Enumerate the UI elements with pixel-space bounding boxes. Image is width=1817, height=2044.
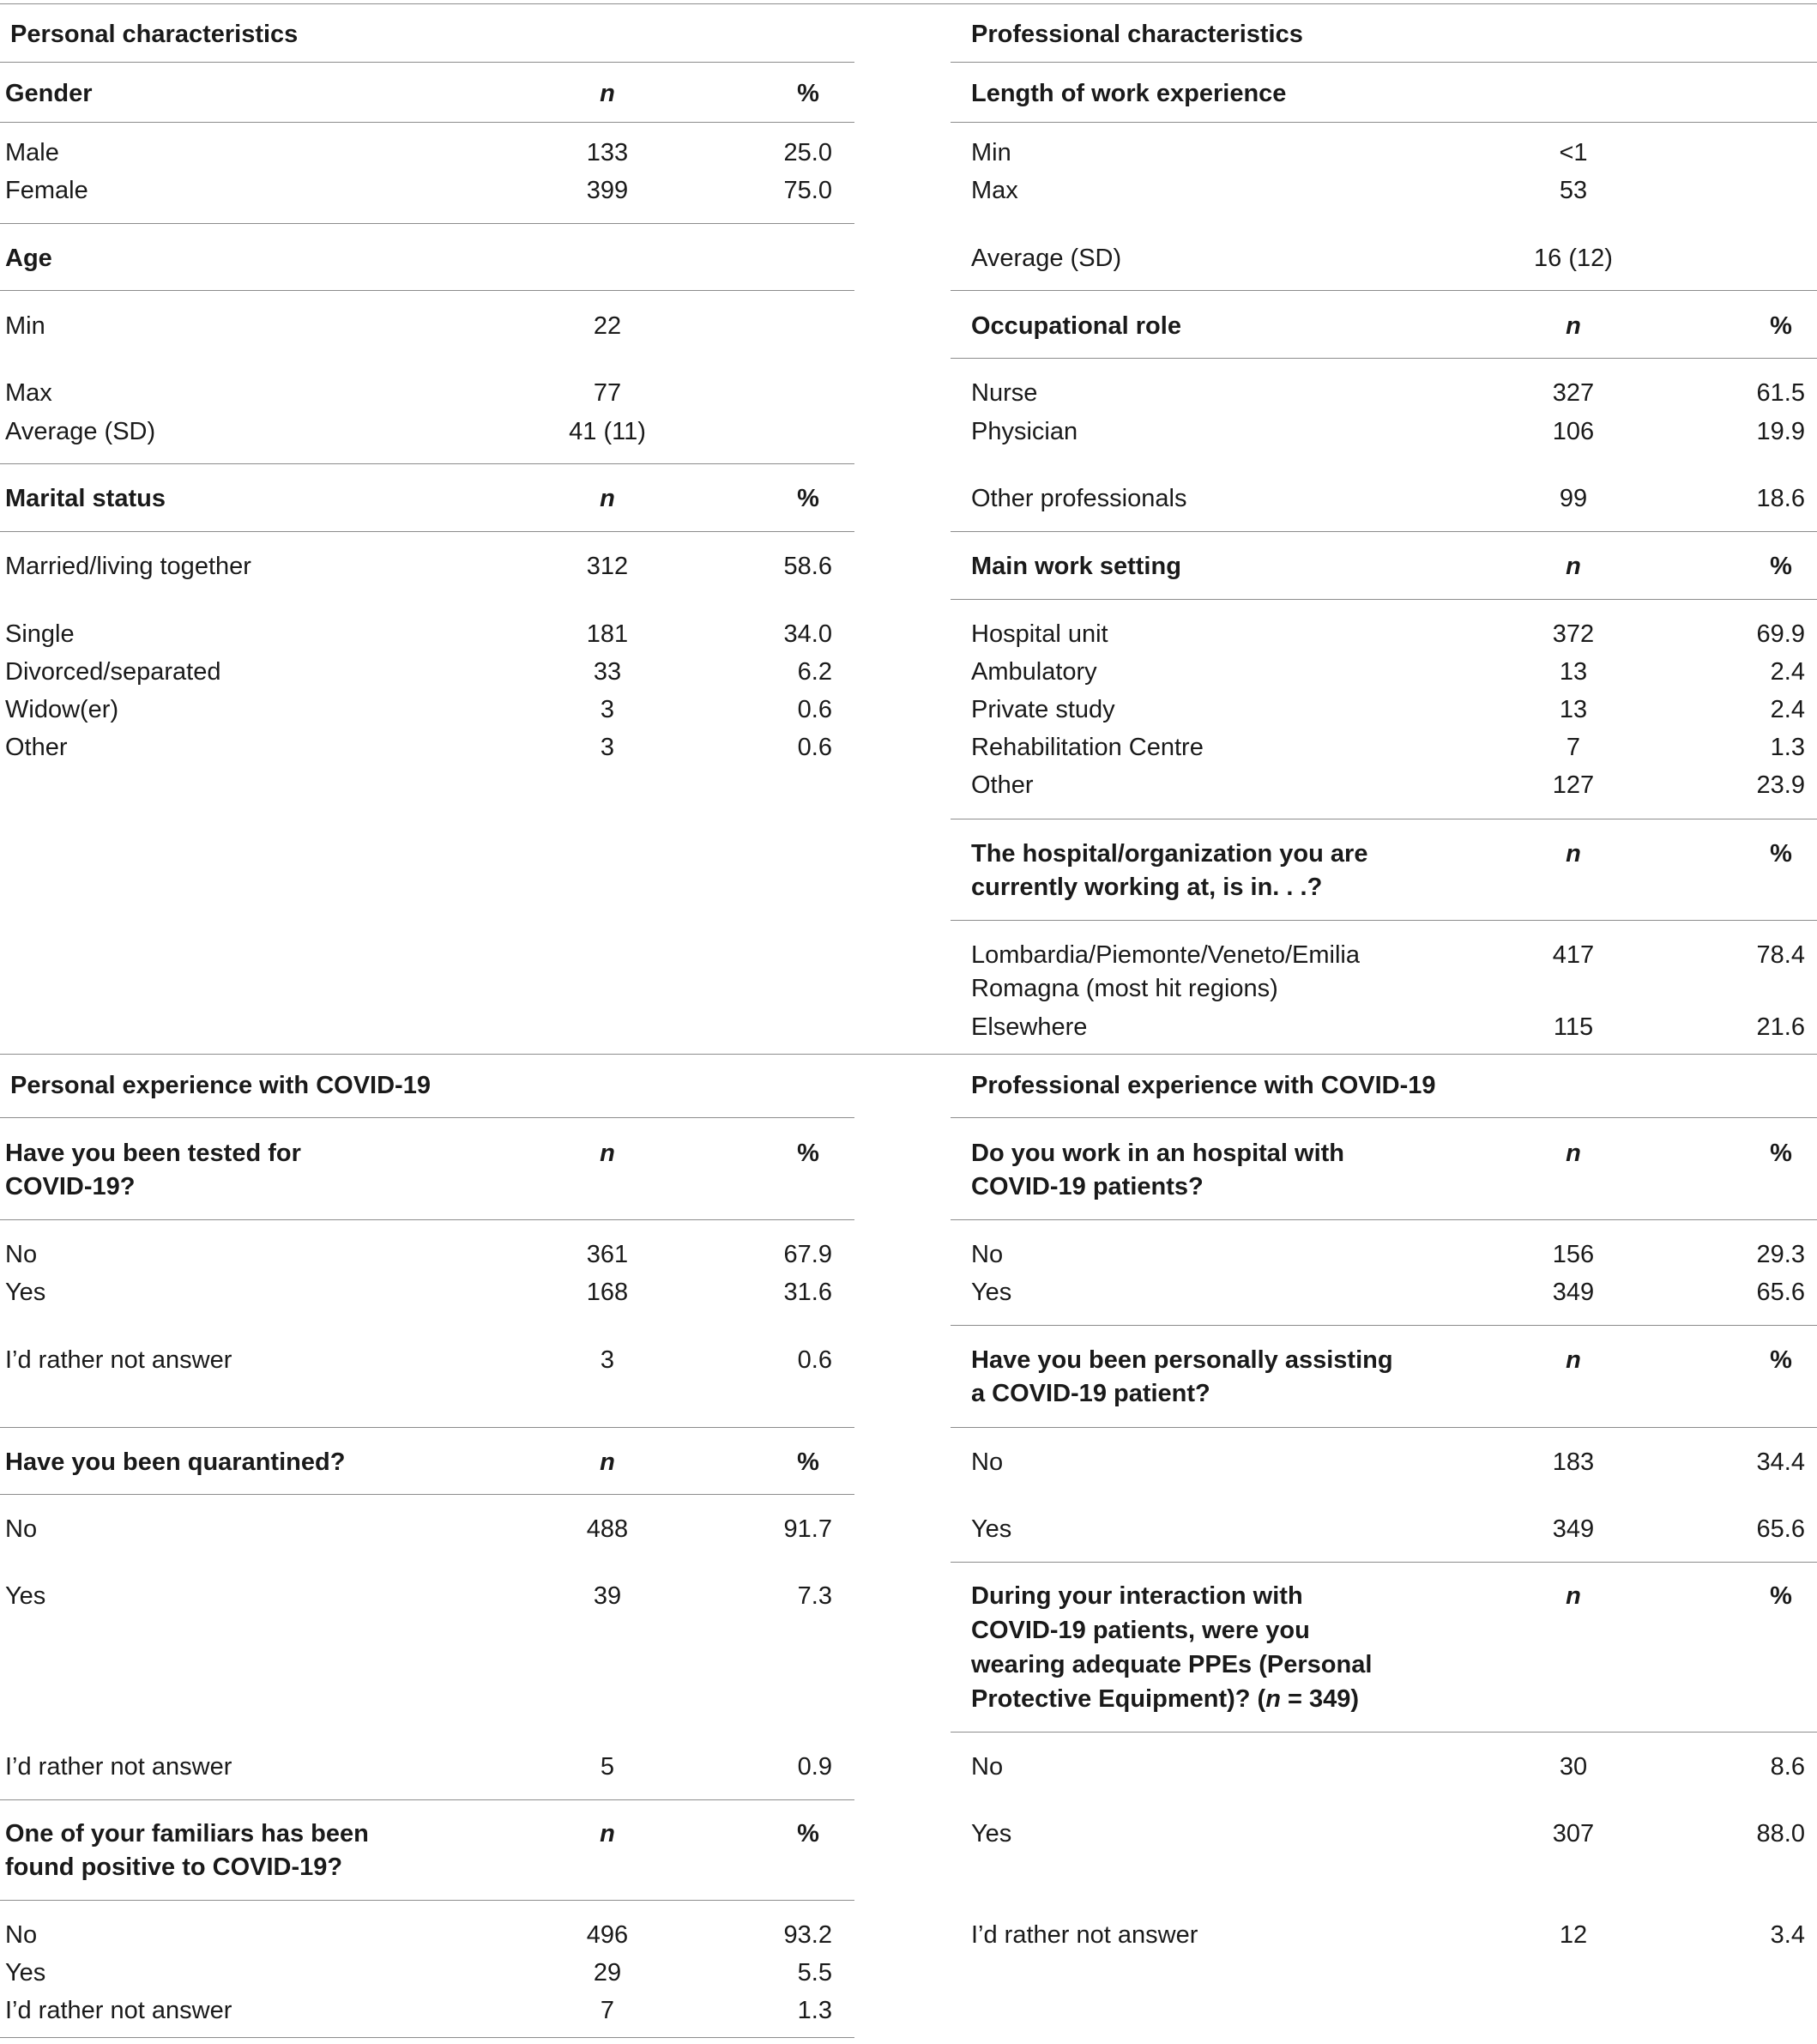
role-pct-header: % bbox=[1770, 312, 1792, 340]
table-row-pct: 88.0 bbox=[1756, 1820, 1805, 1847]
rule-quarantined-end bbox=[0, 1799, 854, 1800]
ppe-heading-line2: COVID-19 patients, were you bbox=[971, 1617, 1310, 1644]
table-row-label: Married/living together bbox=[5, 553, 251, 580]
rule-region bbox=[951, 920, 1817, 921]
table-row-pct: 2.4 bbox=[1770, 658, 1805, 686]
rule-top bbox=[0, 3, 1817, 4]
table-row-label: Max bbox=[971, 177, 1018, 204]
table-row-pct: 18.6 bbox=[1756, 485, 1805, 512]
table-row-label: Yes bbox=[971, 1820, 1012, 1847]
table-row-n: 488 bbox=[586, 1515, 629, 1543]
table-row-label: I’d rather not answer bbox=[5, 1753, 232, 1781]
table-row-label: Widow(er) bbox=[5, 696, 119, 723]
rule-tested-end bbox=[0, 1427, 854, 1428]
rule-bottom bbox=[0, 2037, 854, 2038]
rule-marital bbox=[0, 531, 854, 532]
table-row-label: Female bbox=[5, 177, 88, 204]
rule-covid-hospital bbox=[951, 1219, 1817, 1220]
table-row-n: 183 bbox=[1552, 1448, 1595, 1476]
table-row-label: No bbox=[971, 1448, 1004, 1476]
covid-hospital-heading: Do you work in an hospital with bbox=[971, 1140, 1345, 1167]
table-row-pct: 6.2 bbox=[797, 658, 832, 686]
work-exp-heading: Length of work experience bbox=[971, 80, 1287, 107]
rule-gender bbox=[0, 122, 854, 123]
table-row-n: 156 bbox=[1552, 1241, 1595, 1268]
table-row-n: 327 bbox=[1552, 379, 1595, 407]
table-row-label: Yes bbox=[5, 1279, 46, 1306]
ppe-n-header: n bbox=[1566, 1582, 1581, 1610]
covid-hospital-pct-header: % bbox=[1770, 1140, 1792, 1167]
ppe-heading-line4-n: n bbox=[1265, 1685, 1281, 1713]
rule-gender-end bbox=[0, 223, 854, 224]
table-row-pct: 34.0 bbox=[783, 620, 832, 648]
gender-heading: Gender bbox=[5, 80, 93, 107]
familiars-heading: One of your familiars has been bbox=[5, 1820, 369, 1847]
table-row-n: 496 bbox=[586, 1921, 629, 1949]
table-row-pct: 5.5 bbox=[797, 1959, 832, 1987]
table-row-n: 3 bbox=[600, 696, 615, 723]
region-pct-header: % bbox=[1770, 840, 1792, 868]
rule-setting bbox=[951, 599, 1817, 600]
table-row-label: I’d rather not answer bbox=[971, 1921, 1198, 1949]
table-row-n: 29 bbox=[593, 1959, 622, 1987]
rule-right-header-2 bbox=[951, 1117, 1817, 1118]
table-row-pct: 34.4 bbox=[1756, 1448, 1805, 1476]
table-row-pct: 0.6 bbox=[797, 1346, 832, 1374]
table-row-pct: 8.6 bbox=[1770, 1753, 1805, 1781]
table-row-n: 16 (12) bbox=[1534, 245, 1613, 272]
rule-covid-hospital-end bbox=[951, 1325, 1817, 1326]
marital-n-header: n bbox=[600, 485, 615, 512]
table-row-label: Nurse bbox=[971, 379, 1038, 407]
table-row-label: Average (SD) bbox=[971, 245, 1122, 272]
table-row-n: 39 bbox=[593, 1582, 622, 1610]
table-row-pct: 21.6 bbox=[1756, 1013, 1805, 1041]
table-row-label: Single bbox=[5, 620, 75, 648]
marital-heading: Marital status bbox=[5, 485, 166, 512]
table-row-n: 312 bbox=[586, 553, 629, 580]
table-row-label: Divorced/separated bbox=[5, 658, 221, 686]
table-row-label: Max bbox=[5, 379, 52, 407]
table-row-n: 22 bbox=[593, 312, 622, 340]
table-row-pct: 1.3 bbox=[797, 1997, 832, 2024]
role-heading: Occupational role bbox=[971, 312, 1181, 340]
rule-right-header bbox=[951, 62, 1817, 63]
ppe-heading: During your interaction with bbox=[971, 1582, 1303, 1610]
table-row-label: Other bbox=[5, 734, 68, 761]
table-row-label: No bbox=[5, 1241, 38, 1268]
ppe-heading-line4-start: Protective Equipment)? ( bbox=[971, 1685, 1266, 1713]
table-row-label: Elsewhere bbox=[971, 1013, 1088, 1041]
table-row-pct: 61.5 bbox=[1756, 379, 1805, 407]
table-row-label: Yes bbox=[971, 1279, 1012, 1306]
table-row-pct: 0.6 bbox=[797, 734, 832, 761]
rule-left-header-2 bbox=[0, 1117, 854, 1118]
region-heading-line2: currently working at, is in. . .? bbox=[971, 874, 1323, 901]
table-row-pct: 1.3 bbox=[1770, 734, 1805, 761]
table-row-n: 115 bbox=[1553, 1013, 1594, 1041]
setting-heading: Main work setting bbox=[971, 553, 1181, 580]
table-row-pct: 25.0 bbox=[783, 139, 832, 166]
table-row-n: 41 (11) bbox=[569, 418, 646, 445]
rule-work-exp bbox=[951, 122, 1817, 123]
tested-heading-line2: COVID-19? bbox=[5, 1173, 136, 1200]
ppe-heading-line3: wearing adequate PPEs (Personal bbox=[971, 1651, 1373, 1678]
table-row-n: 3 bbox=[600, 1346, 615, 1374]
table-row-pct: 19.9 bbox=[1756, 418, 1805, 445]
setting-n-header: n bbox=[1566, 553, 1581, 580]
table-row-pct: 7.3 bbox=[797, 1582, 832, 1610]
ppe-heading-line4 bbox=[971, 1682, 1359, 1716]
table-row-n: 7 bbox=[600, 1997, 615, 2024]
table-row-pct: 3.4 bbox=[1770, 1921, 1805, 1949]
table-row-pct: 78.4 bbox=[1756, 941, 1805, 969]
table-row-label: Yes bbox=[5, 1959, 46, 1987]
table-row-n: 13 bbox=[1559, 658, 1588, 686]
table-row-label: Ambulatory bbox=[971, 658, 1097, 686]
rule-familiars bbox=[0, 1900, 854, 1901]
table-row-n: 33 bbox=[593, 658, 622, 686]
table-row-label: Min bbox=[5, 312, 45, 340]
table-row-label: Private study bbox=[971, 696, 1115, 723]
rule-role-end bbox=[951, 531, 1817, 532]
table-row-pct: 31.6 bbox=[783, 1279, 832, 1306]
table-row-label: No bbox=[5, 1515, 38, 1543]
tested-pct-header: % bbox=[797, 1140, 819, 1167]
table-row-n: 133 bbox=[586, 139, 629, 166]
familiars-heading-line2: found positive to COVID-19? bbox=[5, 1854, 343, 1881]
table-row-n: 7 bbox=[1566, 734, 1581, 761]
covid-hospital-n-header: n bbox=[1566, 1140, 1581, 1167]
region-n-header: n bbox=[1566, 840, 1581, 868]
setting-pct-header: % bbox=[1770, 553, 1792, 580]
table-row-label: Rehabilitation Centre bbox=[971, 734, 1204, 761]
section-professional-experience: Professional experience with COVID-19 bbox=[971, 1072, 1436, 1099]
rule-role bbox=[951, 358, 1817, 359]
assisting-n-header: n bbox=[1566, 1346, 1581, 1374]
rule-tested bbox=[0, 1219, 854, 1220]
covid-hospital-heading-line2: COVID-19 patients? bbox=[971, 1173, 1204, 1200]
table-row-n: 3 bbox=[600, 734, 615, 761]
table-row-n: 349 bbox=[1552, 1515, 1595, 1543]
section-personal-characteristics: Personal characteristics bbox=[10, 21, 299, 48]
quarantined-pct-header: % bbox=[797, 1448, 819, 1476]
rule-age bbox=[0, 290, 854, 291]
table-row-pct: 29.3 bbox=[1756, 1241, 1805, 1268]
table-row-label: No bbox=[971, 1753, 1004, 1781]
table-row-label: Average (SD) bbox=[5, 418, 156, 445]
table-row-pct: 0.6 bbox=[797, 696, 832, 723]
table-row-pct: 2.4 bbox=[1770, 696, 1805, 723]
tested-heading: Have you been tested for bbox=[5, 1140, 301, 1167]
familiars-pct-header: % bbox=[797, 1820, 819, 1847]
rule-quarantined bbox=[0, 1494, 854, 1495]
table-row-n: 5 bbox=[600, 1753, 615, 1781]
rule-assisting bbox=[951, 1427, 1817, 1428]
table-row-n: 349 bbox=[1552, 1279, 1595, 1306]
table-row-pct: 91.7 bbox=[783, 1515, 832, 1543]
rule-ppe bbox=[951, 1732, 1817, 1733]
gender-n-header: n bbox=[600, 80, 615, 107]
region-heading: The hospital/organization you are bbox=[971, 840, 1368, 868]
table-row-n: 53 bbox=[1559, 177, 1588, 204]
table-row-label: No bbox=[971, 1241, 1004, 1268]
table-row-label: I’d rather not answer bbox=[5, 1997, 232, 2024]
assisting-heading-line2: a COVID-19 patient? bbox=[971, 1380, 1210, 1407]
table-row-label-line2: Romagna (most hit regions) bbox=[971, 975, 1278, 1002]
rule-assisting-end bbox=[951, 1562, 1817, 1563]
table-row-n: 12 bbox=[1559, 1921, 1588, 1949]
table-row-label: No bbox=[5, 1921, 38, 1949]
table-row-n: 417 bbox=[1552, 941, 1595, 969]
table-row-label: Min bbox=[971, 139, 1011, 166]
gender-pct-header: % bbox=[797, 80, 819, 107]
table-row-pct: 69.9 bbox=[1756, 620, 1805, 648]
table-row-pct: 23.9 bbox=[1756, 771, 1805, 799]
ppe-pct-header: % bbox=[1770, 1582, 1792, 1610]
table-row-n: 361 bbox=[586, 1241, 629, 1268]
table-row-n: 99 bbox=[1559, 485, 1588, 512]
assisting-heading: Have you been personally assisting bbox=[971, 1346, 1393, 1374]
table-row-n: 372 bbox=[1552, 620, 1595, 648]
table-row-label: Other bbox=[971, 771, 1034, 799]
table-row-pct: 75.0 bbox=[783, 177, 832, 204]
table-row-n: <1 bbox=[1559, 139, 1588, 166]
table-row-n: 181 bbox=[586, 620, 629, 648]
table-row-label: Lombardia/Piemonte/Veneto/Emilia bbox=[971, 941, 1360, 969]
table-row-pct: 67.9 bbox=[783, 1241, 832, 1268]
table-row-label: I’d rather not answer bbox=[5, 1346, 232, 1374]
rule-mid bbox=[0, 1054, 1817, 1055]
table-row-n: 168 bbox=[586, 1279, 629, 1306]
assisting-pct-header: % bbox=[1770, 1346, 1792, 1374]
rule-work-exp-end bbox=[951, 290, 1817, 291]
table-row-label: Yes bbox=[5, 1582, 46, 1610]
section-personal-experience: Personal experience with COVID-19 bbox=[10, 1072, 431, 1099]
role-n-header: n bbox=[1566, 312, 1581, 340]
table-row-n: 30 bbox=[1559, 1753, 1588, 1781]
table-row-n: 106 bbox=[1552, 418, 1595, 445]
rule-left-header bbox=[0, 62, 854, 63]
rule-age-end bbox=[0, 463, 854, 464]
ppe-heading-line4-end: = 349) bbox=[1280, 1685, 1360, 1713]
table-row-n: 399 bbox=[586, 177, 629, 204]
table-row-label: Other professionals bbox=[971, 485, 1187, 512]
table-row-label: Male bbox=[5, 139, 59, 166]
table-row-label: Physician bbox=[971, 418, 1078, 445]
familiars-n-header: n bbox=[600, 1820, 615, 1847]
section-professional-characteristics: Professional characteristics bbox=[971, 21, 1303, 48]
table-row-pct: 0.9 bbox=[797, 1753, 832, 1781]
table-row-n: 127 bbox=[1552, 771, 1595, 799]
quarantined-n-header: n bbox=[600, 1448, 615, 1476]
table-row-pct: 65.6 bbox=[1756, 1279, 1805, 1306]
table-row-pct: 58.6 bbox=[783, 553, 832, 580]
table-row-pct: 93.2 bbox=[783, 1921, 832, 1949]
table-row-label: Yes bbox=[971, 1515, 1012, 1543]
table-row-label: Hospital unit bbox=[971, 620, 1108, 648]
age-heading: Age bbox=[5, 245, 52, 272]
table-row-n: 77 bbox=[593, 379, 622, 407]
table-row-pct: 65.6 bbox=[1756, 1515, 1805, 1543]
quarantined-heading: Have you been quarantined? bbox=[5, 1448, 346, 1476]
tested-n-header: n bbox=[600, 1140, 615, 1167]
marital-pct-header: % bbox=[797, 485, 819, 512]
table-row-n: 307 bbox=[1552, 1820, 1595, 1847]
table-row-n: 13 bbox=[1559, 696, 1588, 723]
